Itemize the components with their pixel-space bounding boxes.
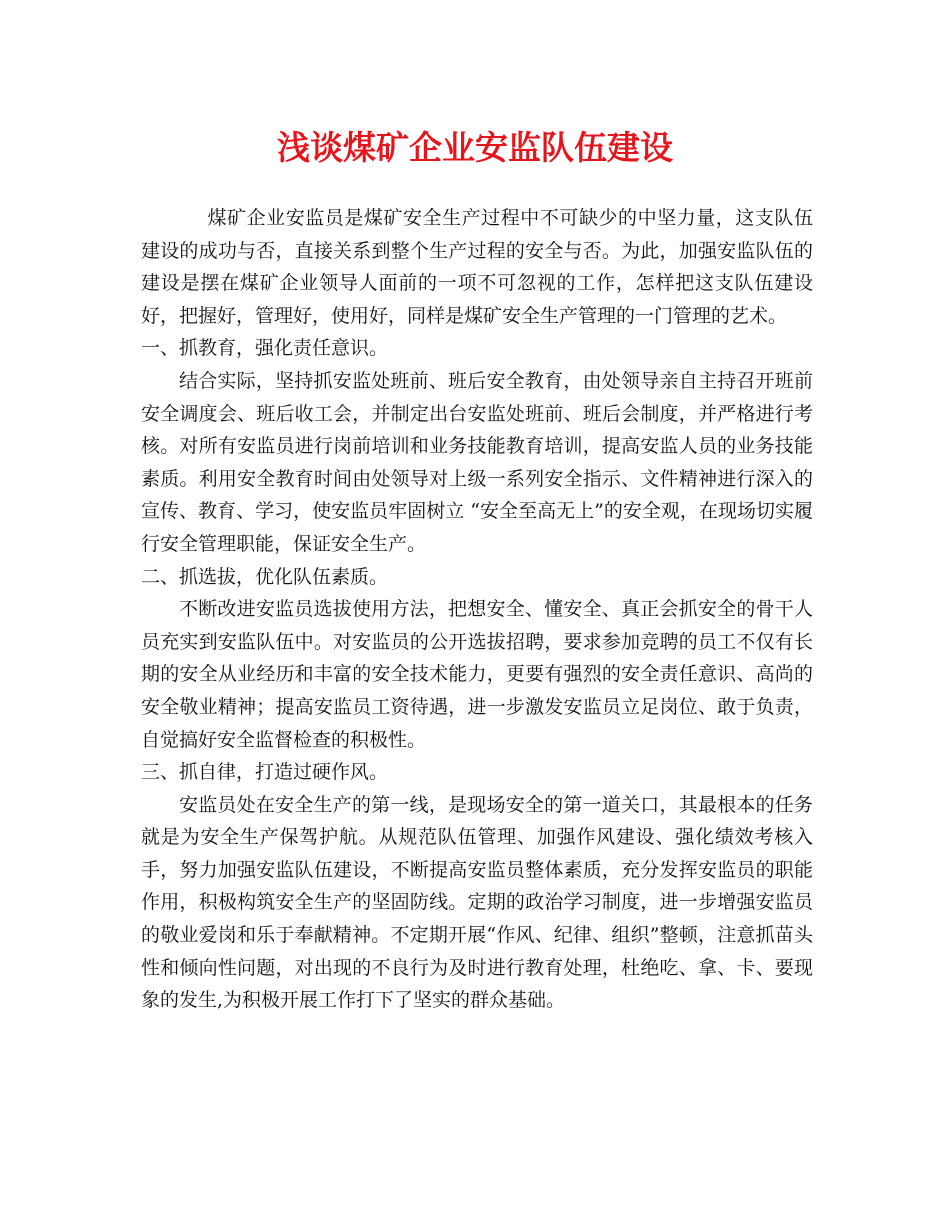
section-heading-1: 一、抓教育，强化责任意识。 <box>141 337 389 360</box>
section-paragraph-1: 结合实际，坚持抓安监处班前、班后安全教育，由处领导亲自主持召开班前安全调度会、班后收工会，并制定出台安监处班前、班后会制度，并严格进行考核。对所有安监员进行岗前培训和业务技能教育培训，提高安监人员的业务技能素质。利用安全教育时间由处领导对上级一系列安全指示、文件精神进行深入的宣传、教育、学习，使安监员牢固树立 “安全至高无上”的安全观，在现场切实履行安全管理职能，保证安全生产。 <box>141 369 813 555</box>
section-heading-2: 二、抓选拔，优化队伍素质。 <box>141 565 389 588</box>
section-paragraph-2: 不断改进安监员选拔使用方法，把想安全、懂安全、真正会抓安全的骨干人员充实到安监队伍中。对安监员的公开选拔招聘，要求参加竞聘的员工不仅有长期的安全从业经历和丰富的安全技术能力，更要有强烈的安全责任意识、高尚的安全敬业精神；提高安监员工资待遇，进一步激发安监员立足岗位、敢于负责，自觉搞好安全监督检查的积极性。 <box>141 598 813 751</box>
intro-paragraph: 煤矿企业安监员是煤矿安全生产过程中不可缺少的中坚力量，这支队伍建设的成功与否，直接关系到整个生产过程的安全与否。为此，加强安监队伍的建设是摆在煤矿企业领导人面前的一项不可忽视的工作，怎样把这支队伍建设好，把握好，管理好，使用好，同样是煤矿安全生产管理的一门管理的艺术。 <box>141 207 813 327</box>
section-paragraph-3: 安监员处在安全生产的第一线，是现场安全的第一道关口，其最根本的任务就是为安全生产保驾护航。从规范队伍管理、加强作风建设、强化绩效考核入手，努力加强安监队伍建设，不断提高安监员整体素质，充分发挥安监员的职能作用，积极构筑安全生产的坚固防线。定期的政治学习制度，进一步增强安监员的敬业爱岗和乐于奉献精神。不定期开展“作风、纪律、组织”整顿，注意抓苗头性和倾向性问题，对出现的不良行为及时进行教育处理，杜绝吃、拿、卡、要现象的发生,为积极开展工作打下了坚实的群众基础。 <box>141 793 813 1012</box>
document-body <box>141 202 813 1017</box>
document-title: 浅谈煤矿企业安监队伍建设 <box>277 128 673 167</box>
section-heading-3: 三、抓自律，打造过硬作风。 <box>141 761 389 784</box>
